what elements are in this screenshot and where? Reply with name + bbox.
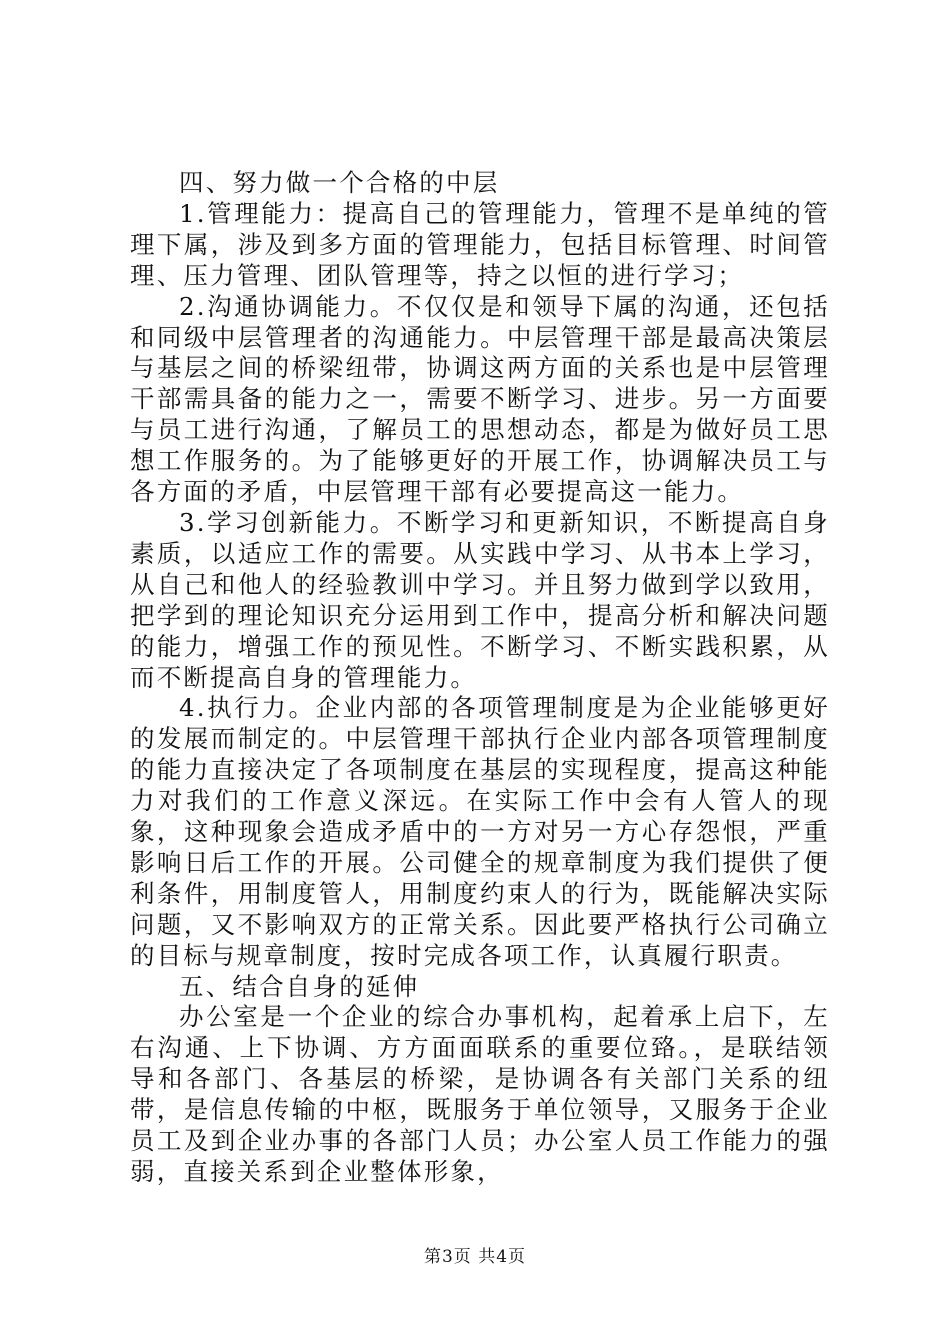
paragraph-office-role: 办公室是一个企业的综合办事机构，起着承上启下，左右沟通、上下协调、方方面面联系的重要位臵。，是联结领导和各部门、各基层的桥梁，是协调各有关部门关系的纽带，是信息传输的中枢，既服务于单位领导，又服务于企业员工及到企业办事的各部门人员；办公室人员工作能力的强弱，直接关系到企业整体形象， — [130, 1002, 830, 1186]
paragraph-learning-innovation: 3.学习创新能力。不断学习和更新知识，不断提高自身素质，以适应工作的需要。从实践中学习、从书本上学习，从自己和他人的经验教训中学习。并且努力做到学以致用，把学到的理论知识充分运用到工作中，提高分析和解决问题的能力，增强工作的预见性。不断学习、不断实践积累，从而不断提高自身的管理能力。 — [130, 507, 830, 692]
paragraph-execution: 4.执行力。企业内部的各项管理制度是为企业能够更好的发展而制定的。中层管理干部执行企业内部各项管理制度的能力直接决定了各项制度在基层的实现程度，提高这种能力对我们的工作意义深远。在实际工作中会有人管人的现象，这种现象会造成矛盾中的一方对另一方心存怨恨，严重影响日后工作的开展。公司健全的规章制度为我们提供了便利条件，用制度管人，用制度约束人的行为，既能解决实际问题，又不影响双方的正常关系。因此要严格执行公司确立的目标与规章制度，按时完成各项工作，认真履行职责。 — [130, 693, 830, 970]
page-footer: 第3页 共4页 — [423, 1247, 527, 1267]
section-heading-5: 五、结合自身的延伸 — [179, 971, 420, 1001]
section-heading-4: 四、努力做一个合格的中层 — [179, 168, 500, 197]
paragraph-communication-ability: 2.沟通协调能力。不仅仅是和领导下属的沟通，还包括和同级中层管理者的沟通能力。中层管理干部是最高决策层与基层之间的桥梁纽带，协调这两方面的关系也是中层管理干部需具备的能力之一，需要不断学习、进步。另一方面要与员工进行沟通，了解员工的思想动态，都是为做好员工思想工作服务的。为了能够更好的开展工作，协调解决员工与各方面的矛盾，中层管理干部有必要提高这一能力。 — [130, 291, 830, 507]
document-body — [130, 168, 830, 1188]
paragraph-management-ability: 1.管理能力：提高自己的管理能力，管理不是单纯的管理下属，涉及到多方面的管理能力，包括目标管理、时间管理、压力管理、团队管理等，持之以恒的进行学习； — [130, 198, 830, 290]
